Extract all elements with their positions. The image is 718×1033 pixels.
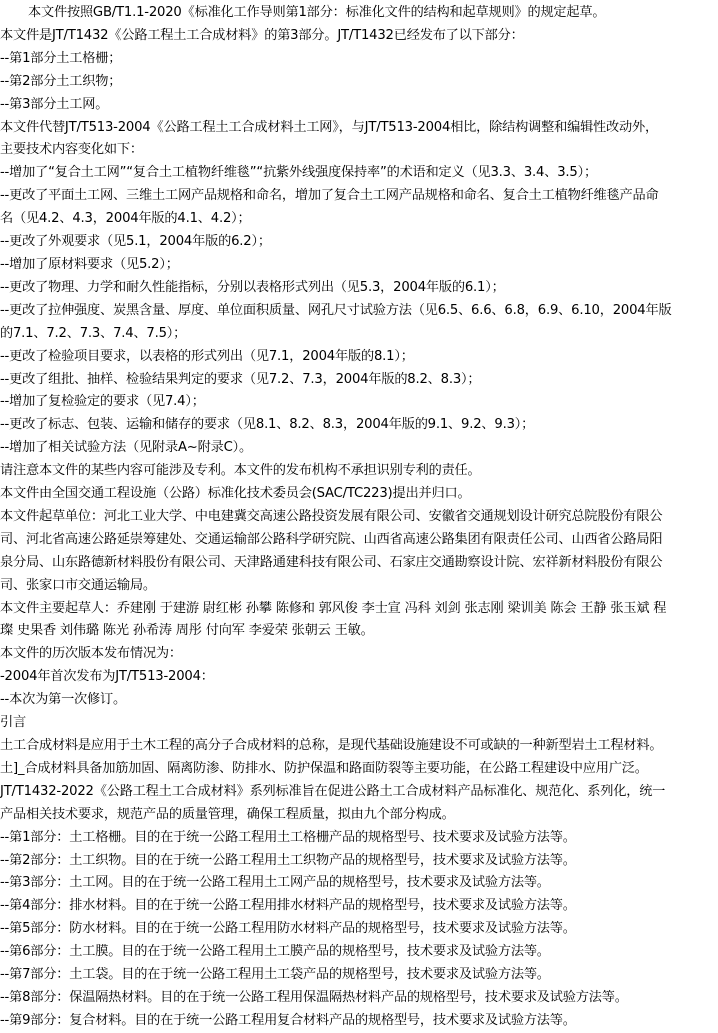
section-heading: 引言: [0, 715, 26, 731]
text-line: --更改了组批、抽样、检验结果判定的要求（见7.2、7.3，2004年版的8.2、8.3）；: [0, 371, 481, 387]
text-line: 璨 史果香 刘伟璐 陈光 孙希涛 周彤 付向军 李爱荣 张朝云 王敏。: [0, 623, 374, 639]
text-line: --第5部分：防水材料。目的在于统一公路工程用防水材料产品的规格型号，技术要求及试验方法等。: [0, 921, 576, 937]
text-line: 泉分局、山东路德新材料股份有限公司、天津路通建科技有限公司、石家庄交通勘察设计院、宏祥新材料股份有限公: [0, 554, 663, 570]
text-line: JT/T1432-2022《公路工程土工合成材料》系列标准旨在促进公路土工合成材料产品标准化、规范化、系列化，统一: [0, 783, 666, 799]
text-line: 本文件按照GB/T1.1-2020《标准化工作导则第1部分：标准化文件的结构和起草规则》的规定起草。: [28, 5, 606, 20]
text-line: --更改了检验项目要求，以表格的形式列出（见7.1，2004年版的8.1）；: [0, 348, 414, 364]
text-line: --第2部分土工织物；: [0, 73, 122, 89]
text-line: --增加了相关试验方法（见附录A~附录C）。: [0, 440, 252, 456]
text-line: --增加了复检验定的要求（见7.4）；: [0, 394, 205, 410]
text-line: --第2部分：土工织物。目的在于统一公路工程用土工织物产品的规格型号，技术要求及试验方法等。: [0, 852, 576, 868]
text-line: --第1部分土工格栅；: [0, 50, 122, 66]
text-line: 本文件代替JT/T513-2004《公路工程土工合成材料土工网》，与JT/T513-2004相比，除结构调整和编辑性改动外，: [0, 119, 658, 135]
text-line: --第3部分土工网。: [0, 96, 109, 112]
text-line: 名（见4.2、4.3，2004年版的4.1、4.2）；: [0, 211, 251, 227]
text-line: --第6部分：土工膜。目的在于统一公路工程用土工膜产品的规格型号，技术要求及试验方法等。: [0, 944, 550, 960]
text-line: --第1部分：土工格栅。目的在于统一公路工程用土工格栅产品的规格型号、技术要求及试验方法等。: [0, 829, 576, 845]
text-line: 的7.1、7.2、7.3、7.4、7.5）；: [0, 325, 187, 341]
text-line: --更改了物理、力学和耐久性能指标，分别以表格形式列出（见5.3，2004年版的6.1）；: [0, 279, 505, 295]
text-line: --第9部分：复合材料。目的在于统一公路工程用复合材料产品的规格型号，技术要求及试验方法等。: [0, 1012, 576, 1028]
text-line: 主要技术内容变化如下：: [0, 142, 143, 158]
text-line: 本文件是JT/T1432《公路工程土工合成材料》的第3部分。JT/T1432已经发布了以下部分：: [0, 27, 524, 43]
text-line: 本文件主要起草人：乔建刚 于建游 尉红彬 孙攀 陈修和 郭风俊 李士宣 冯科 刘剑 张志刚 梁训美 陈会 王静 张玉斌 程: [0, 600, 667, 616]
text-line: 土]_合成材料具备加筋加固、隔离防渗、防排水、防护保温和路面防裂等主要功能，在公路工程建设中应用广泛。: [0, 760, 648, 776]
text-line: 土工合成材料是应用于土木工程的高分子合成材料的总称，是现代基础设施建设不可或缺的一种新型岩土工程材料。: [0, 738, 663, 753]
text-line: --增加了原材料要求（见5.2）；: [0, 256, 179, 272]
text-line: 产品相关技术要求，规范产品的质量管理，确保工程质量，拟由九个部分构成。: [0, 806, 455, 822]
text-line: --增加了“复合土工网”“复合土工植物纤维毯”“抗紫外线强度保持率”的术语和定义（见3.3、3.4、3.5）；: [0, 165, 597, 181]
text-line: 司、张家口市交通运输局。: [0, 577, 156, 593]
text-line: --更改了拉伸强度、炭黑含量、厚度、单位面积质量、网孔尺寸试验方法（见6.5、6.6、6.8，6.9、6.10，2004年版: [0, 302, 672, 318]
text-line: --第3部分：土工网。目的在于统一公路工程用土工网产品的规格型号，技术要求及试验方法等。: [0, 875, 550, 891]
text-line: --更改了外观要求（见5.1，2004年版的6.2）；: [0, 234, 271, 250]
text-line: 本文件由全国交通工程设施（公路）标准化技术委员会(SAC/TC223)提出并归口。: [0, 486, 471, 502]
text-line: --第4部分：排水材料。目的在于统一公路工程用排水材料产品的规格型号，技术要求及试验方法等。: [0, 898, 576, 914]
text-line: 司、河北省高速公路延崇筹建处、交通运输部公路科学研究院、山西省高速公路集团有限责任公司、山西省公路局阳: [0, 531, 663, 547]
text-line: --第7部分：土工袋。目的在于统一公路工程用土工袋产品的规格型号，技术要求及试验方法等。: [0, 967, 550, 983]
text-line: 请注意本文件的某些内容可能涉及专利。本文件的发布机构不承担识别专利的责任。: [0, 463, 481, 479]
text-line: --更改了标志、包装、运输和储存的要求（见8.1、8.2、8.3，2004年版的9.1、9.2、9.3）；: [0, 417, 535, 433]
text-line: 本文件起草单位：河北工业大学、中电建冀交高速公路投资发展有限公司、安徽省交通规划设计研究总院股份有限公: [0, 508, 663, 524]
text-line: --第8部分：保温隔热材料。目的在于统一公路工程用保温隔热材料产品的规格型号，技术要求及试验方法等。: [0, 989, 628, 1005]
text-line: --更改了平面土工网、三维土工网产品规格和命名，增加了复合土工网产品规格和命名、复合土工植物纤维毯产品命: [0, 188, 659, 204]
text-line: -2004年首次发布为JT/T513-2004：: [0, 669, 214, 685]
text-line: 本文件的历次版本发布情况为：: [0, 646, 182, 662]
text-line: --本次为第一次修订。: [0, 692, 127, 708]
